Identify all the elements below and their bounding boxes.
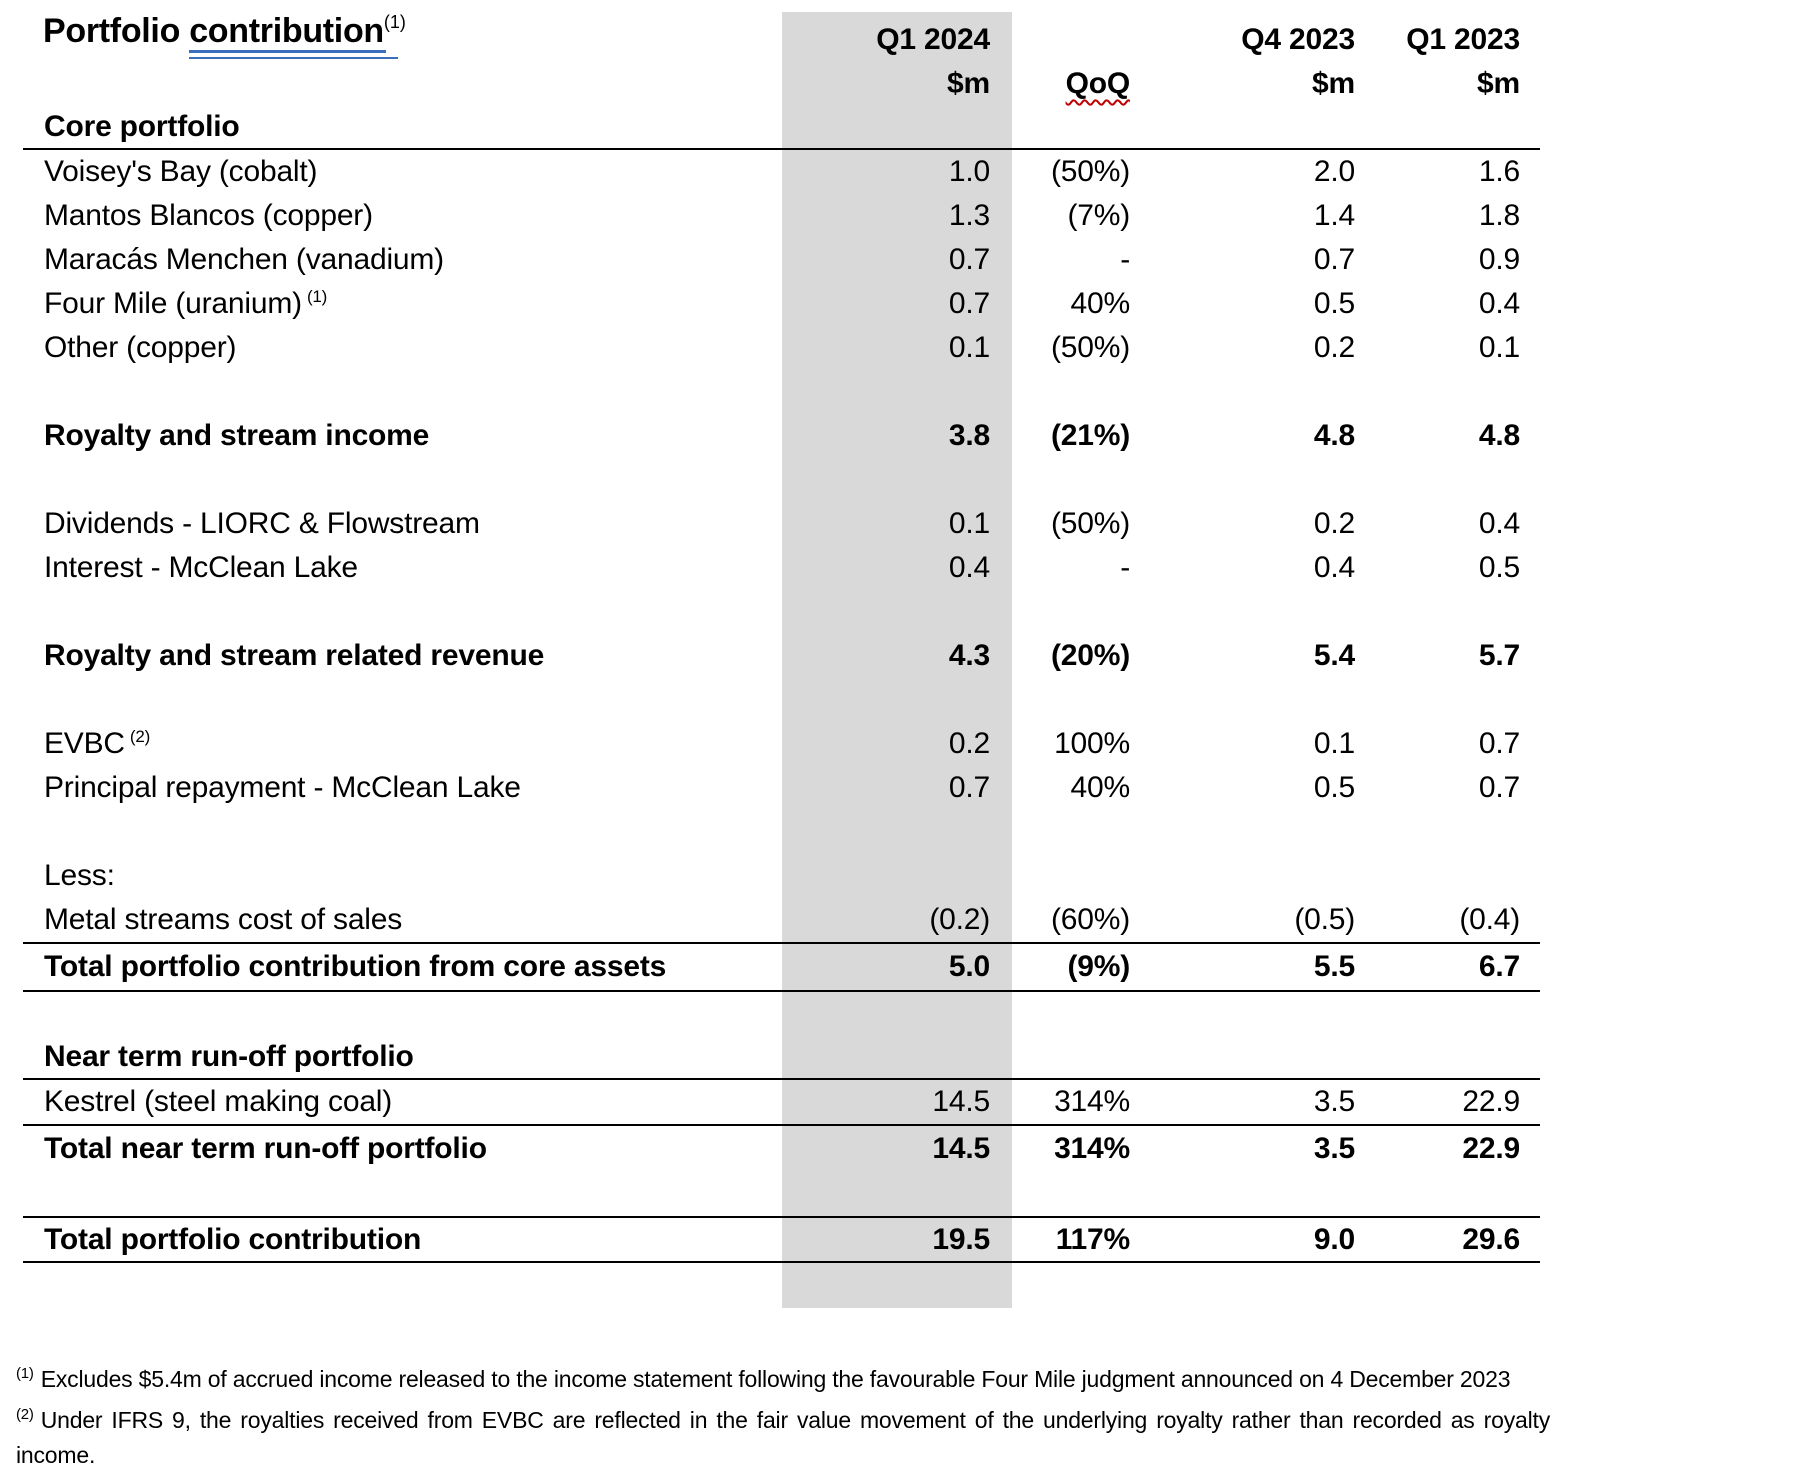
table-row	[23, 944, 1540, 992]
table-row	[23, 1126, 1540, 1172]
value-qoq: 100%	[1054, 727, 1130, 760]
value-q1-2023: 0.7	[1478, 771, 1520, 804]
value-q1-2024: 0.7	[948, 287, 990, 320]
value-q4-2023: 0.2	[1313, 507, 1355, 540]
row-label: Other (copper)	[44, 331, 237, 364]
row-footnote-ref	[240, 110, 245, 129]
value-q1-2023: 6.7	[1478, 950, 1520, 983]
row-footnote-ref	[115, 859, 120, 878]
value-q4-2023: (0.5)	[1294, 903, 1355, 936]
value-q4-2023: 5.5	[1313, 950, 1355, 983]
value-q1-2023: 4.8	[1478, 419, 1520, 452]
row-label: Total near term run-off portfolio	[44, 1132, 487, 1165]
row-footnote-ref	[236, 331, 241, 350]
row-footnote-ref	[444, 243, 449, 262]
value-q4-2023: 0.1	[1313, 727, 1355, 760]
value-q1-2024: 5.0	[948, 950, 990, 983]
row-footnote-ref	[44, 463, 49, 482]
col-unit-q1-2024: $m	[947, 67, 990, 100]
row-footnote-ref	[429, 419, 434, 438]
row-label: Less:	[44, 859, 115, 892]
value-q1-2024: 0.2	[948, 727, 990, 760]
value-q4-2023: 2.0	[1313, 155, 1355, 188]
portfolio-contribution-table	[23, 18, 1540, 1263]
value-qoq: 314%	[1054, 1085, 1130, 1118]
footnote	[16, 1397, 1550, 1473]
value-qoq: -	[1120, 243, 1130, 276]
row-footnote-ref	[544, 639, 549, 658]
value-qoq: (7%)	[1067, 199, 1130, 232]
value-qoq: (60%)	[1050, 903, 1130, 936]
value-q4-2023: 1.4	[1313, 199, 1355, 232]
value-q1-2024: 3.8	[948, 419, 990, 452]
row-label: Dividends - LIORC & Flowstream	[44, 507, 480, 540]
col-header-q1-2023: Q1 2023	[1406, 23, 1520, 56]
table-row	[23, 370, 1540, 414]
value-q4-2023: 0.2	[1313, 331, 1355, 364]
row-label: Core portfolio	[44, 110, 240, 143]
row-footnote-ref: (1)	[306, 287, 328, 306]
row-label: Total portfolio contribution	[44, 1222, 422, 1256]
table-row	[23, 502, 1540, 546]
footnote-text: Under IFRS 9, the royalties received from EVBC are reflected in the fair value movement of the underlying royalty rather than recorded as royalty income.	[16, 1407, 1550, 1468]
table-rows	[23, 106, 1540, 1263]
value-q1-2024: 4.3	[948, 639, 990, 672]
table-row	[23, 282, 1540, 326]
row-footnote-ref	[44, 815, 49, 834]
table-row	[23, 1172, 1540, 1218]
value-q1-2024: 0.7	[948, 243, 990, 276]
row-label: Interest - McClean Lake	[44, 551, 358, 584]
value-qoq: -	[1120, 551, 1130, 584]
row-footnote-ref	[414, 1040, 419, 1059]
table-header-row-2	[23, 62, 1540, 106]
row-footnote-ref	[480, 507, 485, 526]
row-footnote-ref	[44, 683, 49, 702]
value-q4-2023: 0.7	[1313, 243, 1355, 276]
page-title	[43, 12, 406, 51]
value-q4-2023: 0.4	[1313, 551, 1355, 584]
value-q4-2023: 3.5	[1313, 1085, 1355, 1118]
value-q1-2024: 0.4	[948, 551, 990, 584]
table-row	[23, 854, 1540, 898]
row-label: Total portfolio contribution from core assets	[44, 950, 667, 983]
page-title-footnote-ref: (1)	[383, 12, 406, 32]
row-footnote-ref	[521, 771, 526, 790]
row-footnote-ref	[402, 903, 407, 922]
row-footnote-ref	[666, 950, 671, 969]
row-footnote-ref	[373, 199, 378, 218]
value-q1-2023: 0.7	[1478, 727, 1520, 760]
table-row	[23, 1080, 1540, 1126]
row-label: Royalty and stream income	[44, 419, 430, 452]
table-row	[23, 678, 1540, 722]
col-header-q1-2024: Q1 2024	[876, 23, 990, 56]
row-footnote-ref	[44, 997, 49, 1016]
value-q4-2023: 5.4	[1313, 639, 1355, 672]
row-label: Royalty and stream related revenue	[44, 639, 545, 672]
value-q1-2024: 1.0	[948, 155, 990, 188]
page-title-prefix: Portfolio	[43, 12, 190, 50]
value-qoq: 40%	[1070, 771, 1130, 804]
footnote	[16, 1356, 1550, 1397]
col-header-qoq	[990, 67, 1130, 101]
value-q1-2023: 0.9	[1478, 243, 1520, 276]
value-qoq: (21%)	[1050, 419, 1130, 452]
row-label: Principal repayment - McClean Lake	[44, 771, 521, 804]
table-row	[23, 992, 1540, 1036]
table-row	[23, 722, 1540, 766]
row-label: Four Mile (uranium)	[44, 287, 302, 320]
table-row	[23, 546, 1540, 590]
footnotes	[16, 1356, 1550, 1473]
row-footnote-ref	[44, 1177, 49, 1196]
col-header-q4-2023: Q4 2023	[1241, 23, 1355, 56]
row-label: Metal streams cost of sales	[44, 903, 403, 936]
footnote-marker: (1)	[16, 1365, 34, 1382]
col-unit-q4-2023: $m	[1312, 67, 1355, 100]
table-row	[23, 106, 1540, 150]
table-row	[23, 766, 1540, 810]
footnote-text: Excludes $5.4m of accrued income released to the income statement following the favourable Four Mile judgment announced on 4 December 2023	[40, 1366, 1511, 1392]
value-q1-2023: (0.4)	[1459, 903, 1520, 936]
table-row	[23, 326, 1540, 370]
value-qoq: 314%	[1054, 1132, 1130, 1165]
value-q1-2024: (0.2)	[929, 903, 990, 936]
spellcheck-squiggle-text: QoQ	[1065, 67, 1130, 100]
table-row	[23, 238, 1540, 282]
value-q1-2023: 0.4	[1478, 287, 1520, 320]
value-q1-2023: 29.6	[1462, 1222, 1520, 1256]
table-row	[23, 634, 1540, 678]
value-q1-2024: 1.3	[948, 199, 990, 232]
value-q1-2023: 1.6	[1478, 155, 1520, 188]
row-label: EVBC	[44, 727, 125, 760]
value-q4-2023: 9.0	[1313, 1222, 1355, 1256]
table-row	[23, 414, 1540, 458]
value-qoq: 40%	[1070, 287, 1130, 320]
value-qoq: (50%)	[1050, 155, 1130, 188]
table-row	[23, 590, 1540, 634]
value-q1-2024: 19.5	[932, 1222, 990, 1256]
row-label: Mantos Blancos (copper)	[44, 199, 373, 232]
value-q4-2023: 4.8	[1313, 419, 1355, 452]
table-row	[23, 1218, 1540, 1263]
value-q1-2024: 0.1	[948, 507, 990, 540]
row-footnote-ref	[317, 155, 322, 174]
row-footnote-ref: (2)	[129, 727, 151, 746]
row-label: Maracás Menchen (vanadium)	[44, 243, 444, 276]
value-qoq: (50%)	[1050, 331, 1130, 364]
page-title-underlined-word: contribution	[189, 12, 384, 50]
value-q1-2023: 22.9	[1462, 1132, 1520, 1165]
value-qoq: (9%)	[1067, 950, 1130, 983]
value-q1-2023: 22.9	[1462, 1085, 1520, 1118]
value-q1-2023: 1.8	[1478, 199, 1520, 232]
value-qoq: (20%)	[1050, 639, 1130, 672]
value-q1-2023: 0.1	[1478, 331, 1520, 364]
table-row	[23, 1036, 1540, 1080]
footnote-marker: (2)	[16, 1406, 34, 1423]
value-q1-2024: 0.7	[948, 771, 990, 804]
row-footnote-ref	[392, 1085, 397, 1104]
table-row	[23, 150, 1540, 194]
value-q1-2024: 14.5	[932, 1085, 990, 1118]
value-q4-2023: 3.5	[1313, 1132, 1355, 1165]
value-q1-2023: 5.7	[1478, 639, 1520, 672]
row-footnote-ref	[487, 1132, 492, 1151]
col-unit-q1-2023: $m	[1477, 67, 1520, 100]
value-q1-2023: 0.5	[1478, 551, 1520, 584]
value-q1-2024: 14.5	[932, 1132, 990, 1165]
value-q4-2023: 0.5	[1313, 287, 1355, 320]
row-footnote-ref	[44, 375, 49, 394]
value-qoq: (50%)	[1050, 507, 1130, 540]
row-footnote-ref	[358, 551, 363, 570]
value-q1-2024: 0.1	[948, 331, 990, 364]
table-row	[23, 810, 1540, 854]
table-row	[23, 458, 1540, 502]
row-footnote-ref	[44, 595, 49, 614]
table-row	[23, 194, 1540, 238]
value-q4-2023: 0.5	[1313, 771, 1355, 804]
value-qoq: 117%	[1055, 1222, 1130, 1256]
table-row	[23, 898, 1540, 944]
row-footnote-ref	[421, 1223, 426, 1242]
row-label: Voisey's Bay (cobalt)	[44, 155, 318, 188]
value-q1-2023: 0.4	[1478, 507, 1520, 540]
row-label: Kestrel (steel making coal)	[44, 1085, 393, 1118]
row-label: Near term run-off portfolio	[44, 1040, 414, 1073]
